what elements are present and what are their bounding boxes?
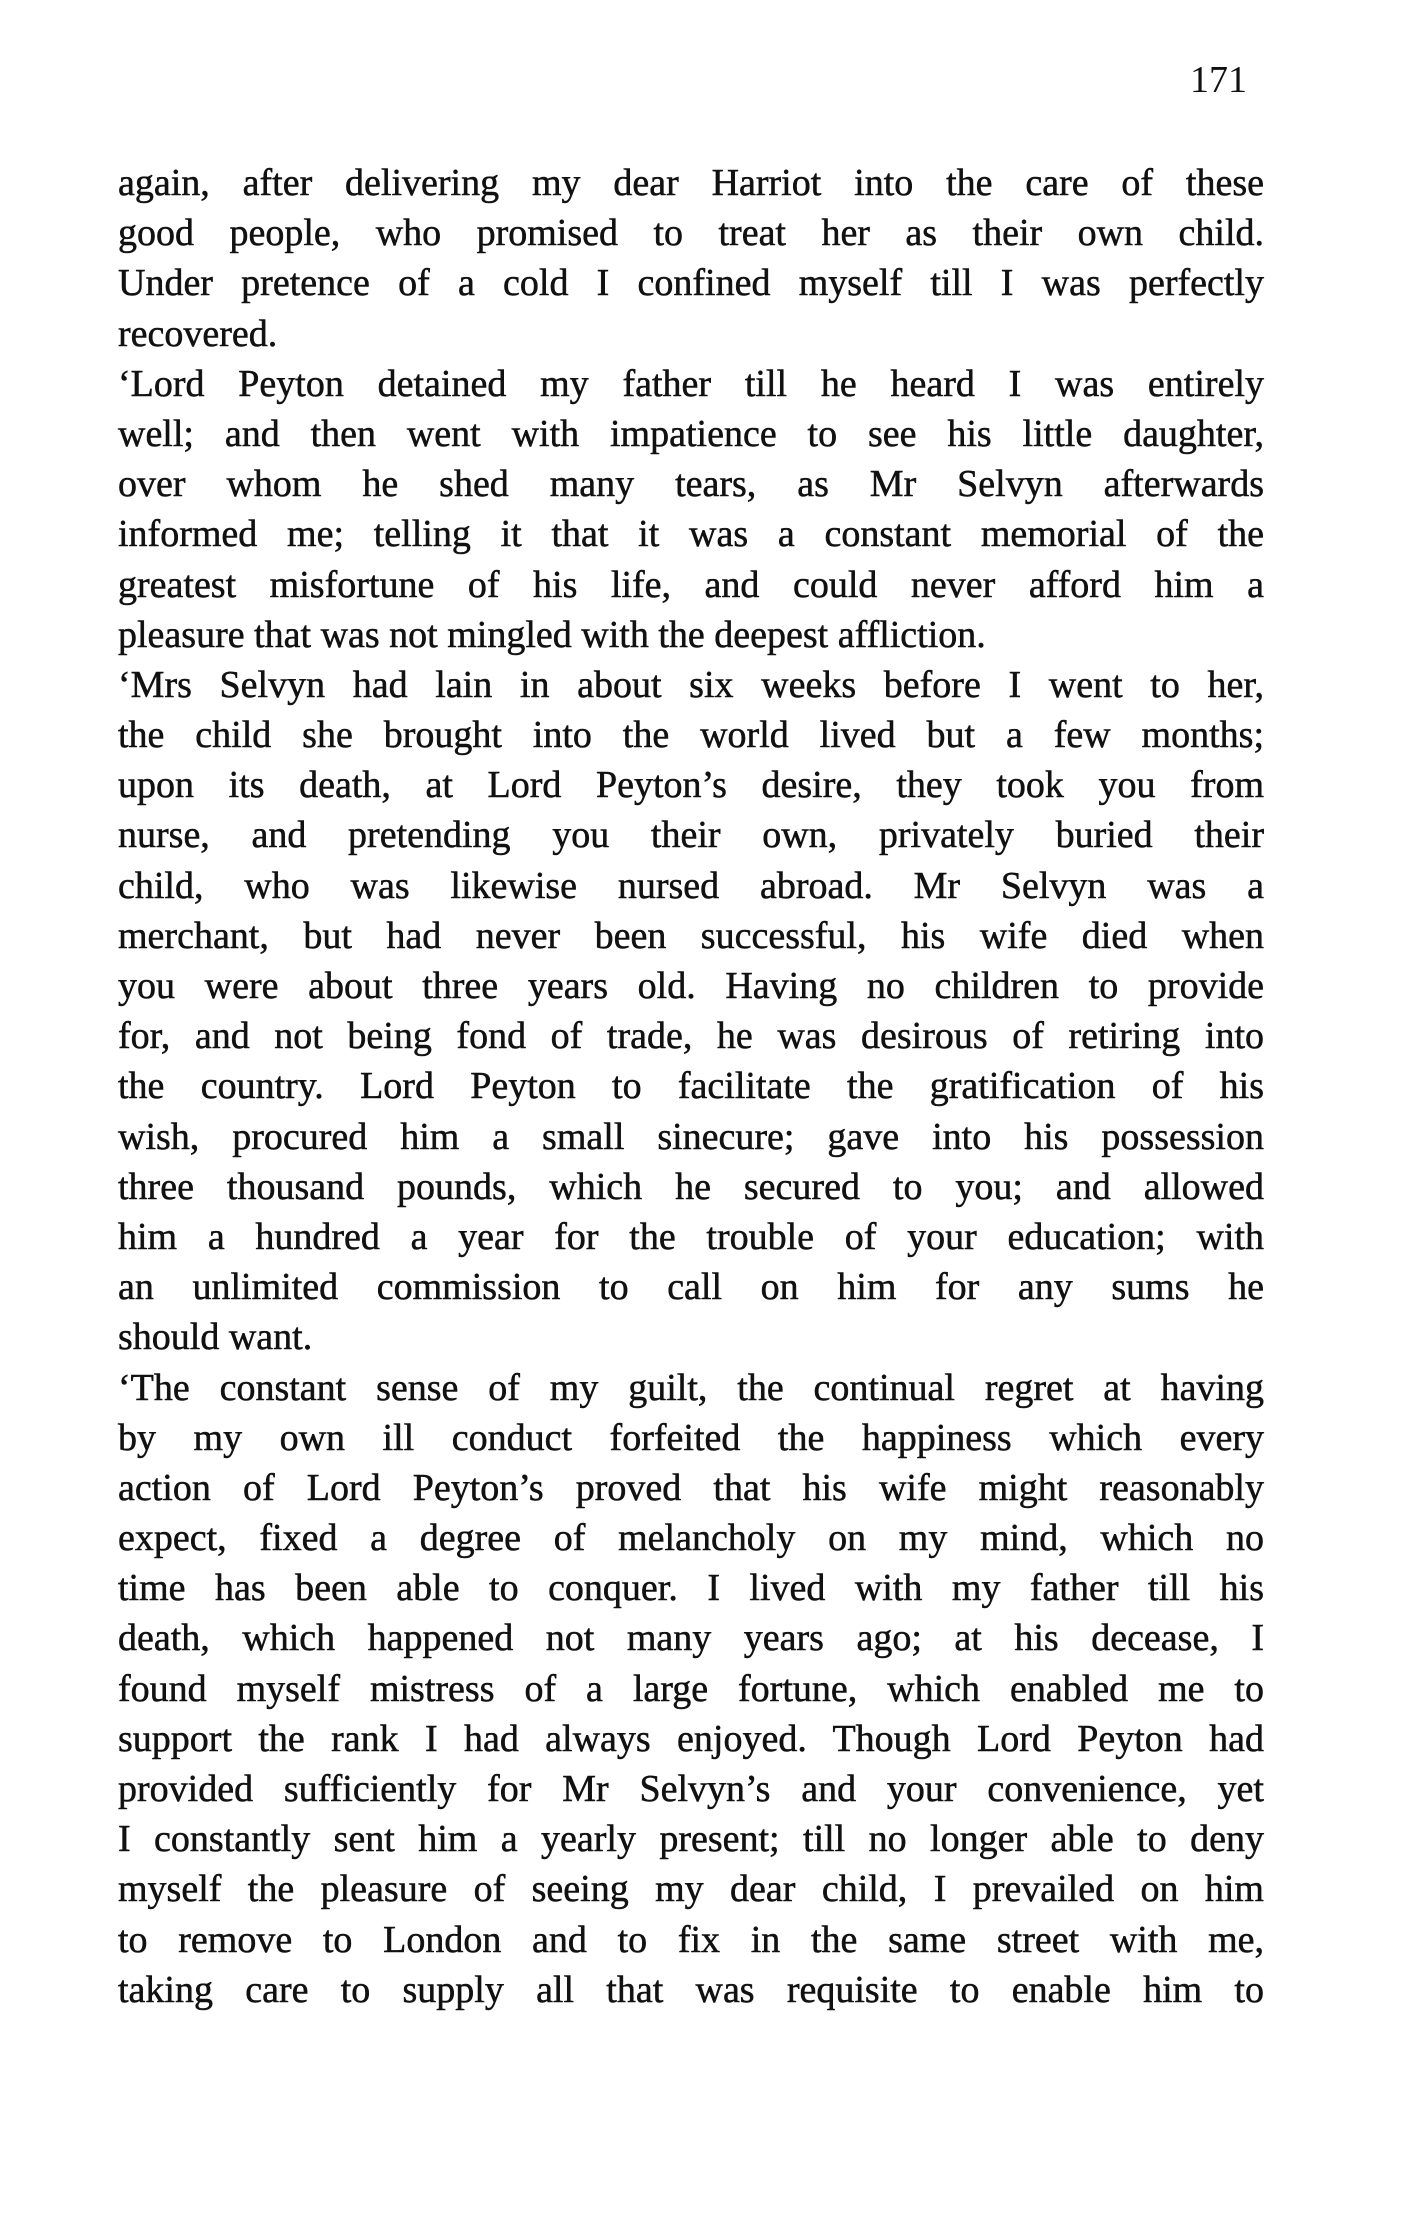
text-line: Under pretence of a cold I confined myself till I was perfectly [118,262,1264,305]
text-line: wish, procured him a small sinecure; gave into his possession [118,1115,1264,1158]
text-line: taking care to supply all that was requisite to enable him to [118,1968,1264,2011]
text-line: ‘Lord Peyton detained my father till he heard I was entirely [118,362,1264,405]
text-line: support the rank I had always enjoyed. Though Lord Peyton had [118,1717,1264,1760]
text-line: three thousand pounds, which he secured to you; and allowed [118,1165,1264,1208]
text-line: myself the pleasure of seeing my dear child, I prevailed on him [118,1868,1264,1911]
body-text [118,158,1264,2015]
text-line: upon its death, at Lord Peyton’s desire, they took you from [118,764,1264,807]
text-line: the child she brought into the world lived but a few months; [118,714,1264,757]
text-line: informed me; telling it that it was a constant memorial of the [118,513,1264,556]
page-number: 171 [1190,59,1247,101]
text-line: the country. Lord Peyton to facilitate the gratification of his [118,1065,1264,1108]
text-line: found myself mistress of a large fortune, which enabled me to [118,1667,1264,1710]
text-line: merchant, but had never been successful, his wife died when [118,914,1264,957]
text-line: child, who was likewise nursed abroad. Mr Selvyn was a [118,864,1264,907]
text-line: good people, who promised to treat her as their own child. [118,212,1264,255]
text-line: action of Lord Peyton’s proved that his wife might reasonably [118,1466,1264,1509]
text-line: death, which happened not many years ago; at his decease, I [118,1617,1264,1660]
text-line: nurse, and pretending you their own, privately buried their [118,814,1264,857]
text-line: for, and not being fond of trade, he was desirous of retiring into [118,1015,1264,1058]
text-line: should want. [118,1316,313,1359]
text-line: an unlimited commission to call on him for any sums he [118,1266,1264,1309]
text-line: over whom he shed many tears, as Mr Selvyn afterwards [118,463,1264,506]
text-line: by my own ill conduct forfeited the happiness which every [118,1416,1264,1459]
text-line: time has been able to conquer. I lived with my father till his [118,1567,1264,1610]
text-line: you were about three years old. Having no children to provide [118,965,1264,1007]
text-line: him a hundred a year for the trouble of your education; with [118,1215,1264,1258]
text-line: ‘Mrs Selvyn had lain in about six weeks before I went to her, [118,663,1264,706]
text-line: ‘The constant sense of my guilt, the continual regret at having [118,1366,1264,1409]
text-line: well; and then went with impatience to see his little daughter, [118,412,1264,455]
text-line: recovered. [118,312,278,355]
text-line: greatest misfortune of his life, and could never afford him a [118,563,1264,606]
text-line: to remove to London and to fix in the same street with me, [118,1918,1264,1961]
text-line: pleasure that was not mingled with the deepest affliction. [118,613,986,656]
text-line: expect, fixed a degree of melancholy on my mind, which no [118,1517,1264,1560]
text-line: provided sufficiently for Mr Selvyn’s and your convenience, yet [118,1768,1264,1810]
text-line: again, after delivering my dear Harriot into the care of these [118,162,1264,204]
text-line: I constantly sent him a yearly present; till no longer able to deny [118,1818,1264,1861]
